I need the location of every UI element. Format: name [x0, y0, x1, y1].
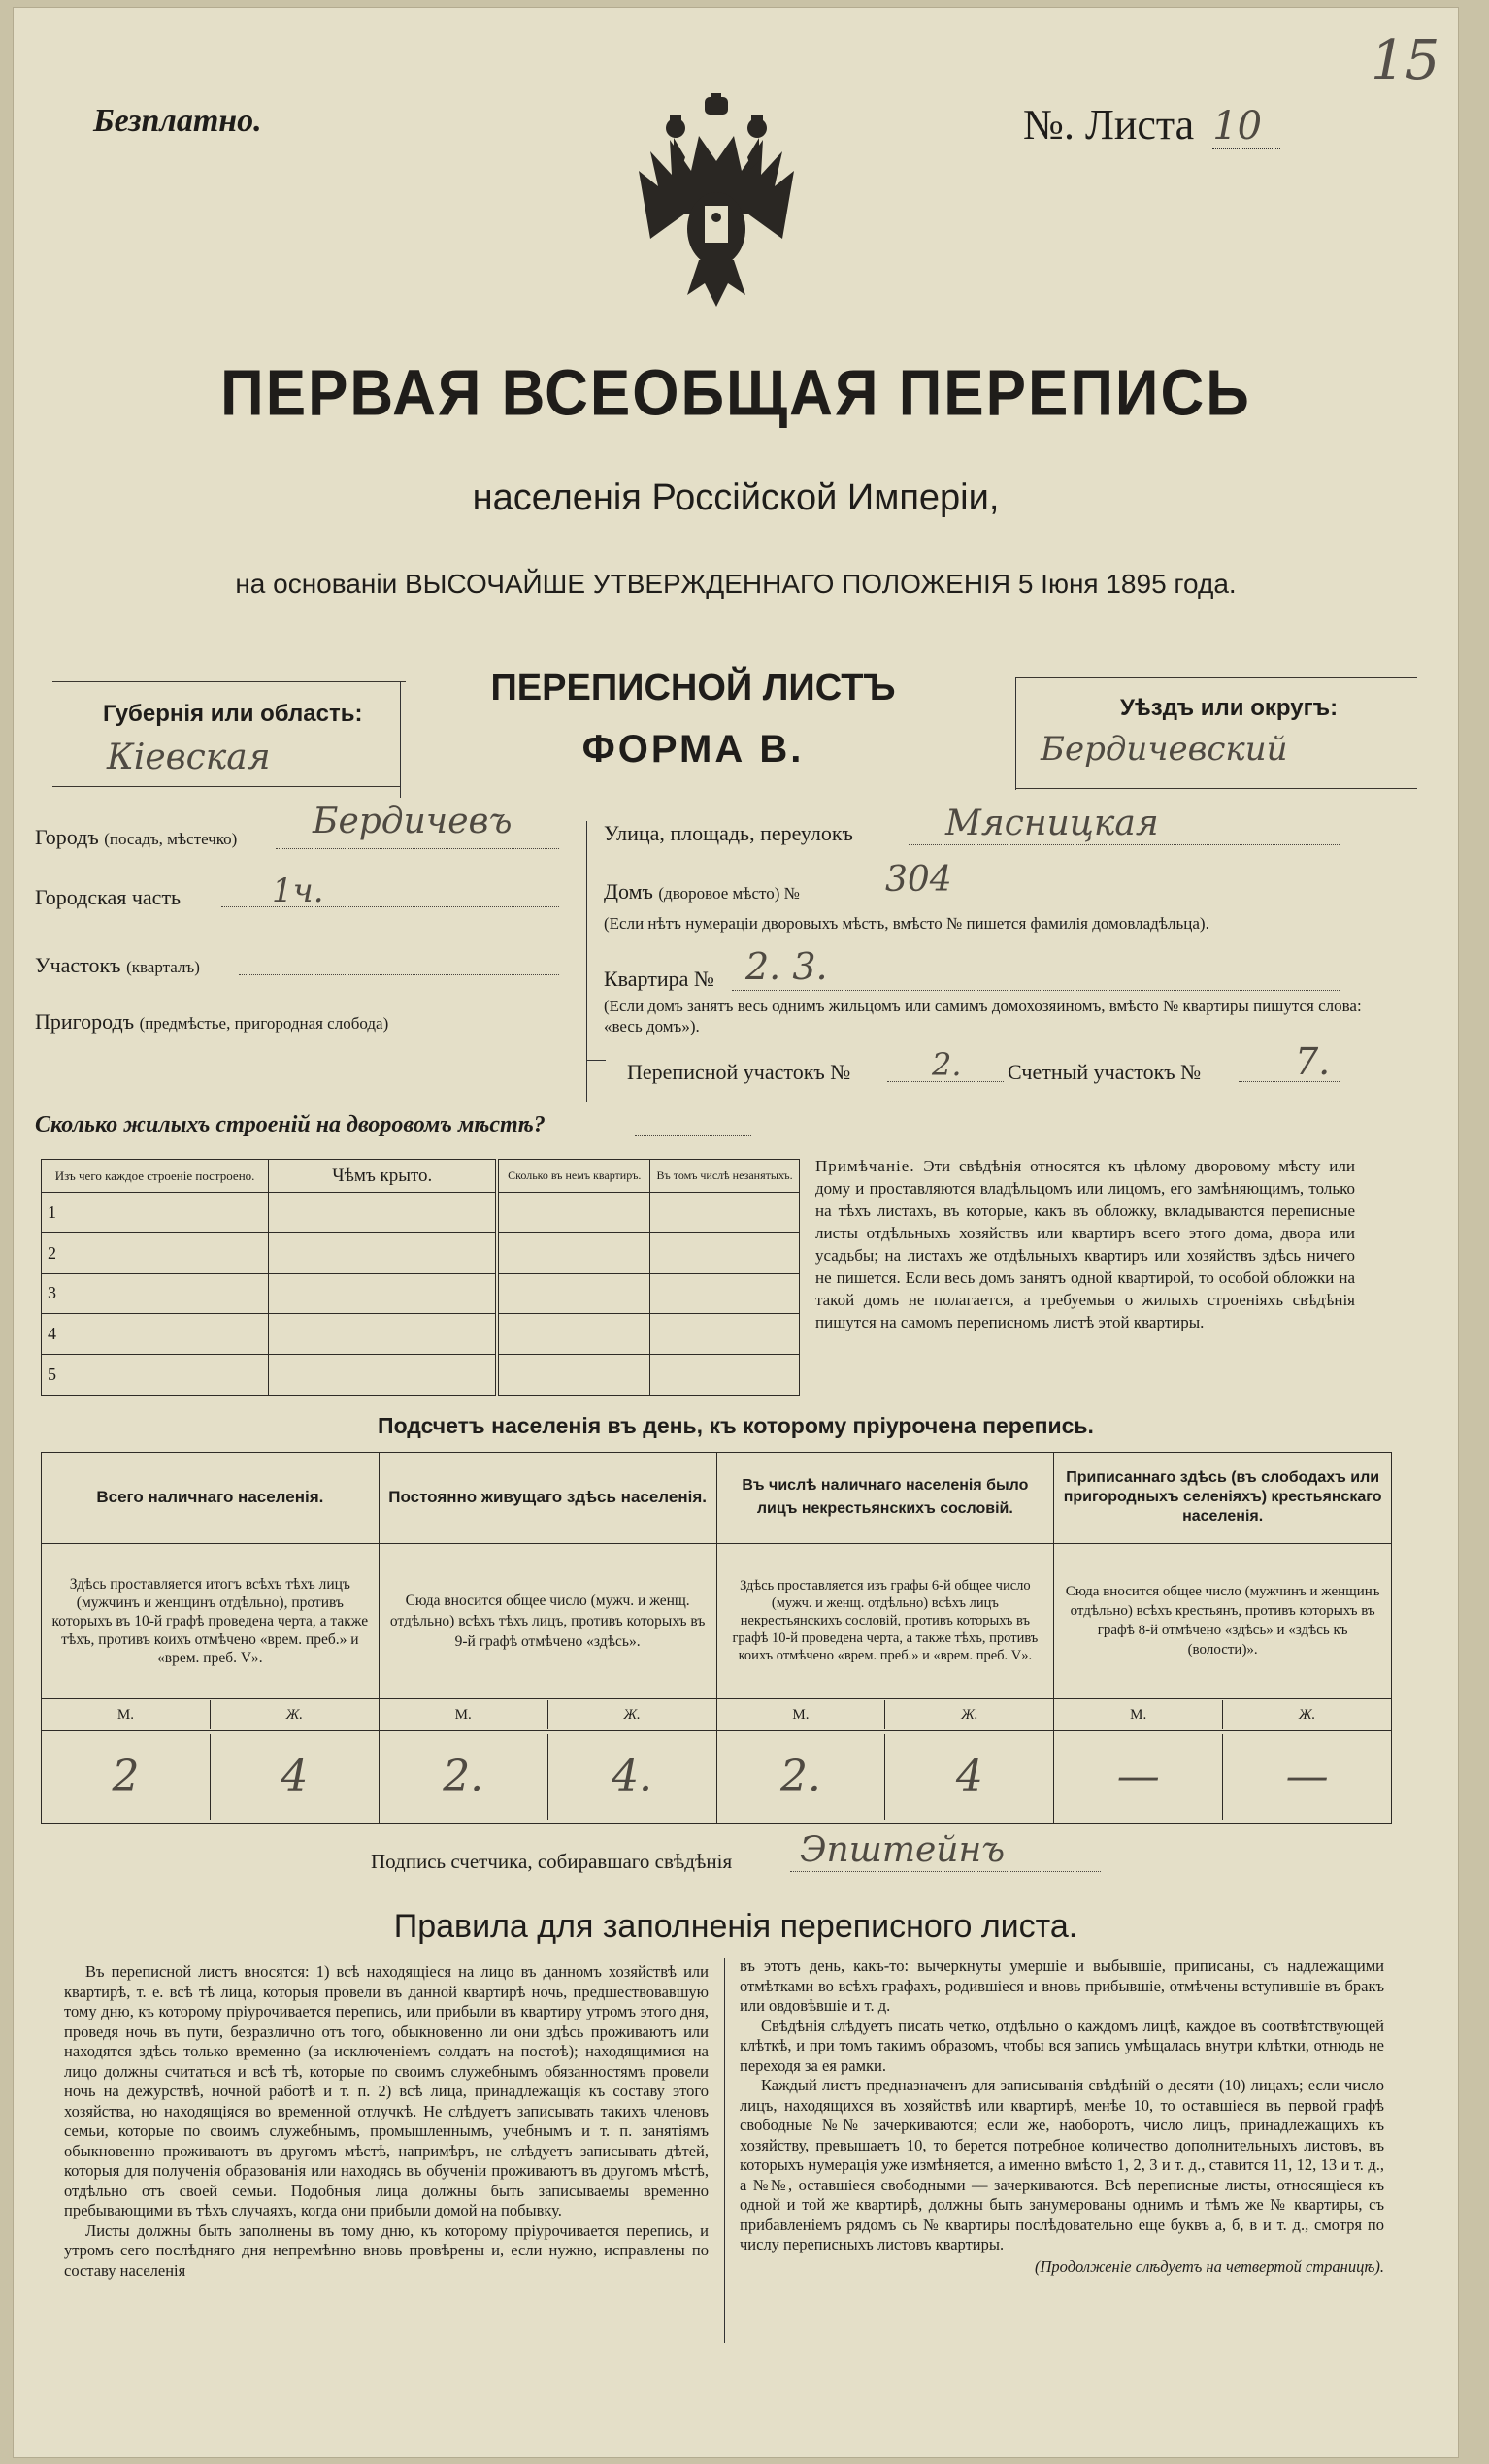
present-female-count: 4 — [281, 1752, 309, 1802]
count-plot-label: Счетный участокъ № — [1008, 1060, 1202, 1084]
rules-left-column — [64, 1962, 709, 2281]
peasant-male-count: — — [1054, 1734, 1223, 1820]
page-number: 15 — [1371, 29, 1440, 92]
population-desc: Сюда вносится общее число (мужчинъ и женщинъ отдѣльно) всѣхъ крестьянъ, противъ которыхъ въ графѣ 8-й отмѣчено «здѣсь» и «здѣсь къ (волости)». — [1054, 1543, 1392, 1698]
note-text: Эти свѣдѣнія относятся къ цѣлому дворовому мѣсту или дому и проставляются владѣльцомъ или лицомъ, его замѣняющимъ, только на тѣхъ листахъ, въ которые, какъ въ обложку, вкладываются переписные листы отдѣльныхъ хозяйствъ или квартиръ всего этого дома, двора или усадьбы; на листахъ же отдѣльныхъ квартиръ или хозяйствъ здѣсь ничего не пишется. Если весь домъ занятъ одной квартирой, то особой обложки на такой домъ не полагается, а требуемыя о жилыхъ строеніяхъ свѣдѣнія пишутся на самомъ переписномъ листѣ этой квартиры. — [815, 1157, 1355, 1331]
note-heading: Примѣчаніе. — [815, 1157, 915, 1175]
population-col-present: Всего наличнаго населенія. — [42, 1453, 380, 1544]
street-value: Мясницкая — [945, 804, 1159, 843]
district-label: Уѣздъ или округъ: — [1120, 695, 1339, 721]
district-value: Бердичевский — [1041, 730, 1288, 769]
buildings-table — [41, 1159, 800, 1396]
apartment-value: 2. 3. — [745, 945, 828, 988]
table-row: 3 — [42, 1273, 800, 1314]
rules-paragraph: Въ переписной листъ вносятся: 1) всѣ находящіеся на лицо въ данномъ хозяйствѣ или квартирѣ, т. е. всѣ тѣ лица, которыя провели въ данной квартирѣ ночь, предшествовавшую тому дню, къ которому пріурочивается перепись, или прибыли въ квартиру утромъ этого дня, проведя ночь въ пути, безразлично отъ того, обыкновенно ли они здѣсь проживаютъ или находятся здѣсь только временно (за исключеніемъ солдатъ на постоѣ); находящимися на лицо должны считаться и всѣ тѣ, которые по своимъ служебнымъ обязанностямъ провели ночь на дежурствѣ, ночной работѣ и т. п. 2) всѣ лица, принадлежащія къ составу этого хозяйства, но находящіяся во временной отлучкѣ. Не слѣдуетъ записывать такихъ членовъ семьи, которые по своимъ служебнымъ, промышленнымъ, учебнымъ и т. п. занятіямъ обыкновенно проживаютъ въ другомъ мѣстѣ, напримѣръ, не слѣдуетъ записывать дѣтей, которыя для полученія образованія или находясь въ обученіи проживаютъ въ другомъ мѣстѣ, отдѣльно отъ своей семьи. Подобныя лица должны быть записываемы временно пребывающими въ тѣхъ случаяхъ, когда они прибыли домой на побывку. — [64, 1962, 709, 2219]
city-value: Бердичевъ — [313, 802, 513, 841]
permanent-male-count: 2. — [380, 1734, 548, 1820]
province-label: Губернія или область: — [103, 701, 363, 727]
rules-paragraph: Листы должны быть заполнены въ тому дню, къ которому пріурочивается перепись, и утромъ сего послѣдняго дня непремѣнно вновь провѣрены и, если нужно, исправлены по составу населенія — [64, 2220, 709, 2280]
permanent-female-count: 4. — [612, 1752, 653, 1802]
non-peasant-male-count: 2. — [717, 1734, 886, 1820]
population-col-non-peasant: Въ числѣ наличнаго населенія было лицъ некрестьянскихъ сословій. — [716, 1453, 1054, 1544]
buildings-col-roof: Чѣмъ крыто. — [269, 1160, 498, 1193]
buildings-col-material: Изъ чего каждое строеніе построено. — [42, 1160, 269, 1193]
signature-label: Подпись счетчика, собиравшаго свѣдѣнія — [371, 1850, 733, 1873]
house-field: Домъ (дворовое мѣсто) № — [604, 879, 800, 903]
present-male-count: 2 — [42, 1734, 211, 1820]
population-desc: Здѣсь проставляется итогъ всѣхъ тѣхъ лицъ (мужчинъ и женщинъ отдѣльно), противъ которыхъ въ 10-й графѣ проведена черта, а также тѣхъ, противъ коихъ отмѣчено «врем. преб.» и «врем. преб. V». — [42, 1543, 380, 1698]
population-desc: Сюда вносится общее число (мужч. и женщ. отдѣльно) всѣхъ тѣхъ лицъ, противъ которыхъ въ 9-й графѣ отмѣчено «здѣсь». — [379, 1543, 716, 1698]
suburb-field: Пригородъ (предмѣстье, пригородная слобода) — [35, 1009, 389, 1034]
peasant-female-count: — — [1285, 1752, 1329, 1802]
form-name: ФОРМА В. — [581, 728, 805, 771]
buildings-note — [815, 1155, 1355, 1333]
sheet-label: №. Листа — [1023, 101, 1195, 148]
census-plot-label: Переписной участокъ № — [627, 1060, 851, 1084]
table-row: 2 — [42, 1232, 800, 1273]
census-plot-value: 2. — [932, 1046, 962, 1083]
non-peasant-female-count: 4 — [955, 1752, 983, 1802]
rules-paragraph: въ этотъ день, какъ-то: вычеркнуты умершіе и выбывшіе, приписаны, съ надлежащими отмѣтками во всѣхъ графахъ, родившіеся и вновь прибывшіе, отмѣчены вступившіе въ бракъ или овдовѣвшіе и т. д. — [740, 1956, 1384, 2015]
buildings-col-apartments: Сколько въ немъ квартиръ. — [497, 1160, 649, 1193]
signature-value: Эпштейнъ — [800, 1830, 1006, 1870]
city-part-value: 1ч. — [272, 871, 324, 910]
sheet-number-row — [1023, 100, 1280, 149]
province-value: Кiевская — [107, 738, 271, 777]
apartment-note: (Если домъ занятъ весь однимъ жильцомъ или самимъ домохозяиномъ, вмѣсто № квартиры пишутся слова: «весь домъ»). — [604, 997, 1362, 1035]
form-title: ПЕРЕПИСНОЙ ЛИСТЪ — [490, 668, 896, 708]
table-row: 5 — [42, 1355, 800, 1396]
house-value: 304 — [885, 860, 952, 900]
buildings-question: Сколько жилыхъ строеній на дворовомъ мѣстѣ? — [35, 1112, 546, 1137]
rules-title: Правила для заполненія переписного листа. — [393, 1908, 1078, 1945]
population-heading: Подсчетъ населенія въ день, къ которому пріурочена перепись. — [378, 1413, 1094, 1438]
double-headed-eagle-icon — [631, 93, 802, 314]
page-title: ПЕРВАЯ ВСЕОБЩАЯ ПЕРЕПИСЬ — [220, 357, 1251, 430]
population-desc: Здѣсь проставляется изъ графы 6-й общее число (мужч. и женщ. отдѣльно) всѣхъ лицъ некрестьянскихъ сословій, противъ которыхъ въ графѣ 10-й проведена черта, а также тѣхъ, противъ коихъ отмѣчено «врем. преб.» и «врем. преб. V». — [716, 1543, 1054, 1698]
section-field: Участокъ (кварталъ) — [35, 953, 200, 977]
apartment-label: Квартира № — [604, 967, 714, 991]
table-row: 4 — [42, 1314, 800, 1355]
sheet-number: 10 — [1212, 104, 1280, 149]
population-table: Всего наличнаго населенія. Постоянно живущаго здѣсь населенія. Въ числѣ наличнаго населенія было лицъ некрестьянскихъ сословій. Приписаннаго здѣсь (въ слободахъ или пригородныхъ селеніяхъ) крестьянскаго населенія. Здѣсь проставляется итогъ всѣхъ тѣхъ лицъ (мужчинъ и женщинъ отдѣльно), противъ которыхъ въ 10-й графѣ проведена черта, а также тѣхъ, противъ коихъ отмѣчено «врем. преб.» и «врем. преб. V». Сюда вносится общее число (мужч. и женщ. отдѣльно) всѣхъ тѣхъ лицъ, противъ которыхъ въ 9-й графѣ отмѣчено «здѣсь». Здѣсь проставляется изъ графы 6-й общее число (мужч. и женщ. отдѣльно) всѣхъ лицъ некрестьянскихъ сословій, противъ которыхъ въ графѣ 10-й проведена черта, а также тѣхъ, противъ коихъ отмѣчено «врем. преб.» и «врем. преб. V». Сюда вносится общее число (мужчинъ и женщинъ отдѣльно) всѣхъ крестьянъ, противъ которыхъ въ графѣ 8-й отмѣчено «здѣсь» и «здѣсь къ (волости)». М. Ж. М. Ж. М. Ж. М. Ж. 2 4 2. 4. 2. 4 — — — [41, 1452, 1392, 1824]
legal-basis: на основаніи ВЫСОЧАЙШЕ УТВЕРЖДЕННАГО ПОЛОЖЕНІЯ 5 Іюня 1895 года. — [235, 569, 1237, 599]
population-col-peasant: Приписаннаго здѣсь (въ слободахъ или пригородныхъ селеніяхъ) крестьянскаго населенія. — [1054, 1453, 1392, 1544]
free-label: Безплатно. — [93, 103, 262, 139]
street-label: Улица, площадь, переулокъ — [604, 821, 853, 845]
rules-paragraph: Каждый листъ предназначенъ для записыванія свѣдѣній о десяти (10) лицахъ; если число лицъ, находящихся въ хозяйствѣ или квартирѣ, менѣе 10, то оставшіеся въ первой графѣ свободные №№ зачеркиваются; если же, наоборотъ, число лицъ, принадлежащихъ къ хозяйству, превышаетъ 10, то берется потребное количество дополнительныхъ листовъ, въ которыхъ нумерація уже измѣняется, а именно вмѣсто 1, 2, 3 и т. д., ставится 11, 12, 13 и т. д., а №№, оставшіеся свободными — зачеркиваются. Всѣ переписные листы, относящіеся къ одной и той же квартирѣ, должны быть занумерованы однимъ и тѣмъ же № квартиры, съ прибавленіемъ рядомъ съ № квартиры послѣдовательно еще буквъ а, б, в и т. д., смотря по числу переписныхъ листовъ квартиры. — [740, 2076, 1384, 2253]
city-field: Городъ (посадъ, мѣстечко) — [35, 825, 238, 849]
rules-paragraph: Свѣдѣнія слѣдуетъ писать четко, отдѣльно о каждомъ лицѣ, каждое въ соотвѣтствующей клѣткѣ, и при томъ такимъ образомъ, чтобы вся запись умѣщалась внутри клѣтки, отнюдь не переходя за ея рамки. — [740, 2016, 1384, 2075]
rules-continued: (Продолженіе слѣдуетъ на четвертой страницѣ). — [1035, 2256, 1384, 2276]
city-part-label: Городская часть — [35, 885, 182, 909]
page-subtitle: населенія Россійской Имперіи, — [472, 477, 1000, 518]
count-plot-value: 7. — [1295, 1040, 1331, 1083]
population-col-permanent: Постоянно живущаго здѣсь населенія. — [379, 1453, 716, 1544]
census-sheet — [14, 8, 1458, 2457]
rules-right-column — [740, 1956, 1384, 2277]
house-note: (Если нѣтъ нумераціи дворовыхъ мѣстъ, вмѣсто № пишется фамилія домовладѣльца). — [604, 914, 1209, 933]
table-row: 1 — [42, 1193, 800, 1233]
buildings-col-vacant: Въ томъ числѣ незанятыхъ. — [650, 1160, 800, 1193]
